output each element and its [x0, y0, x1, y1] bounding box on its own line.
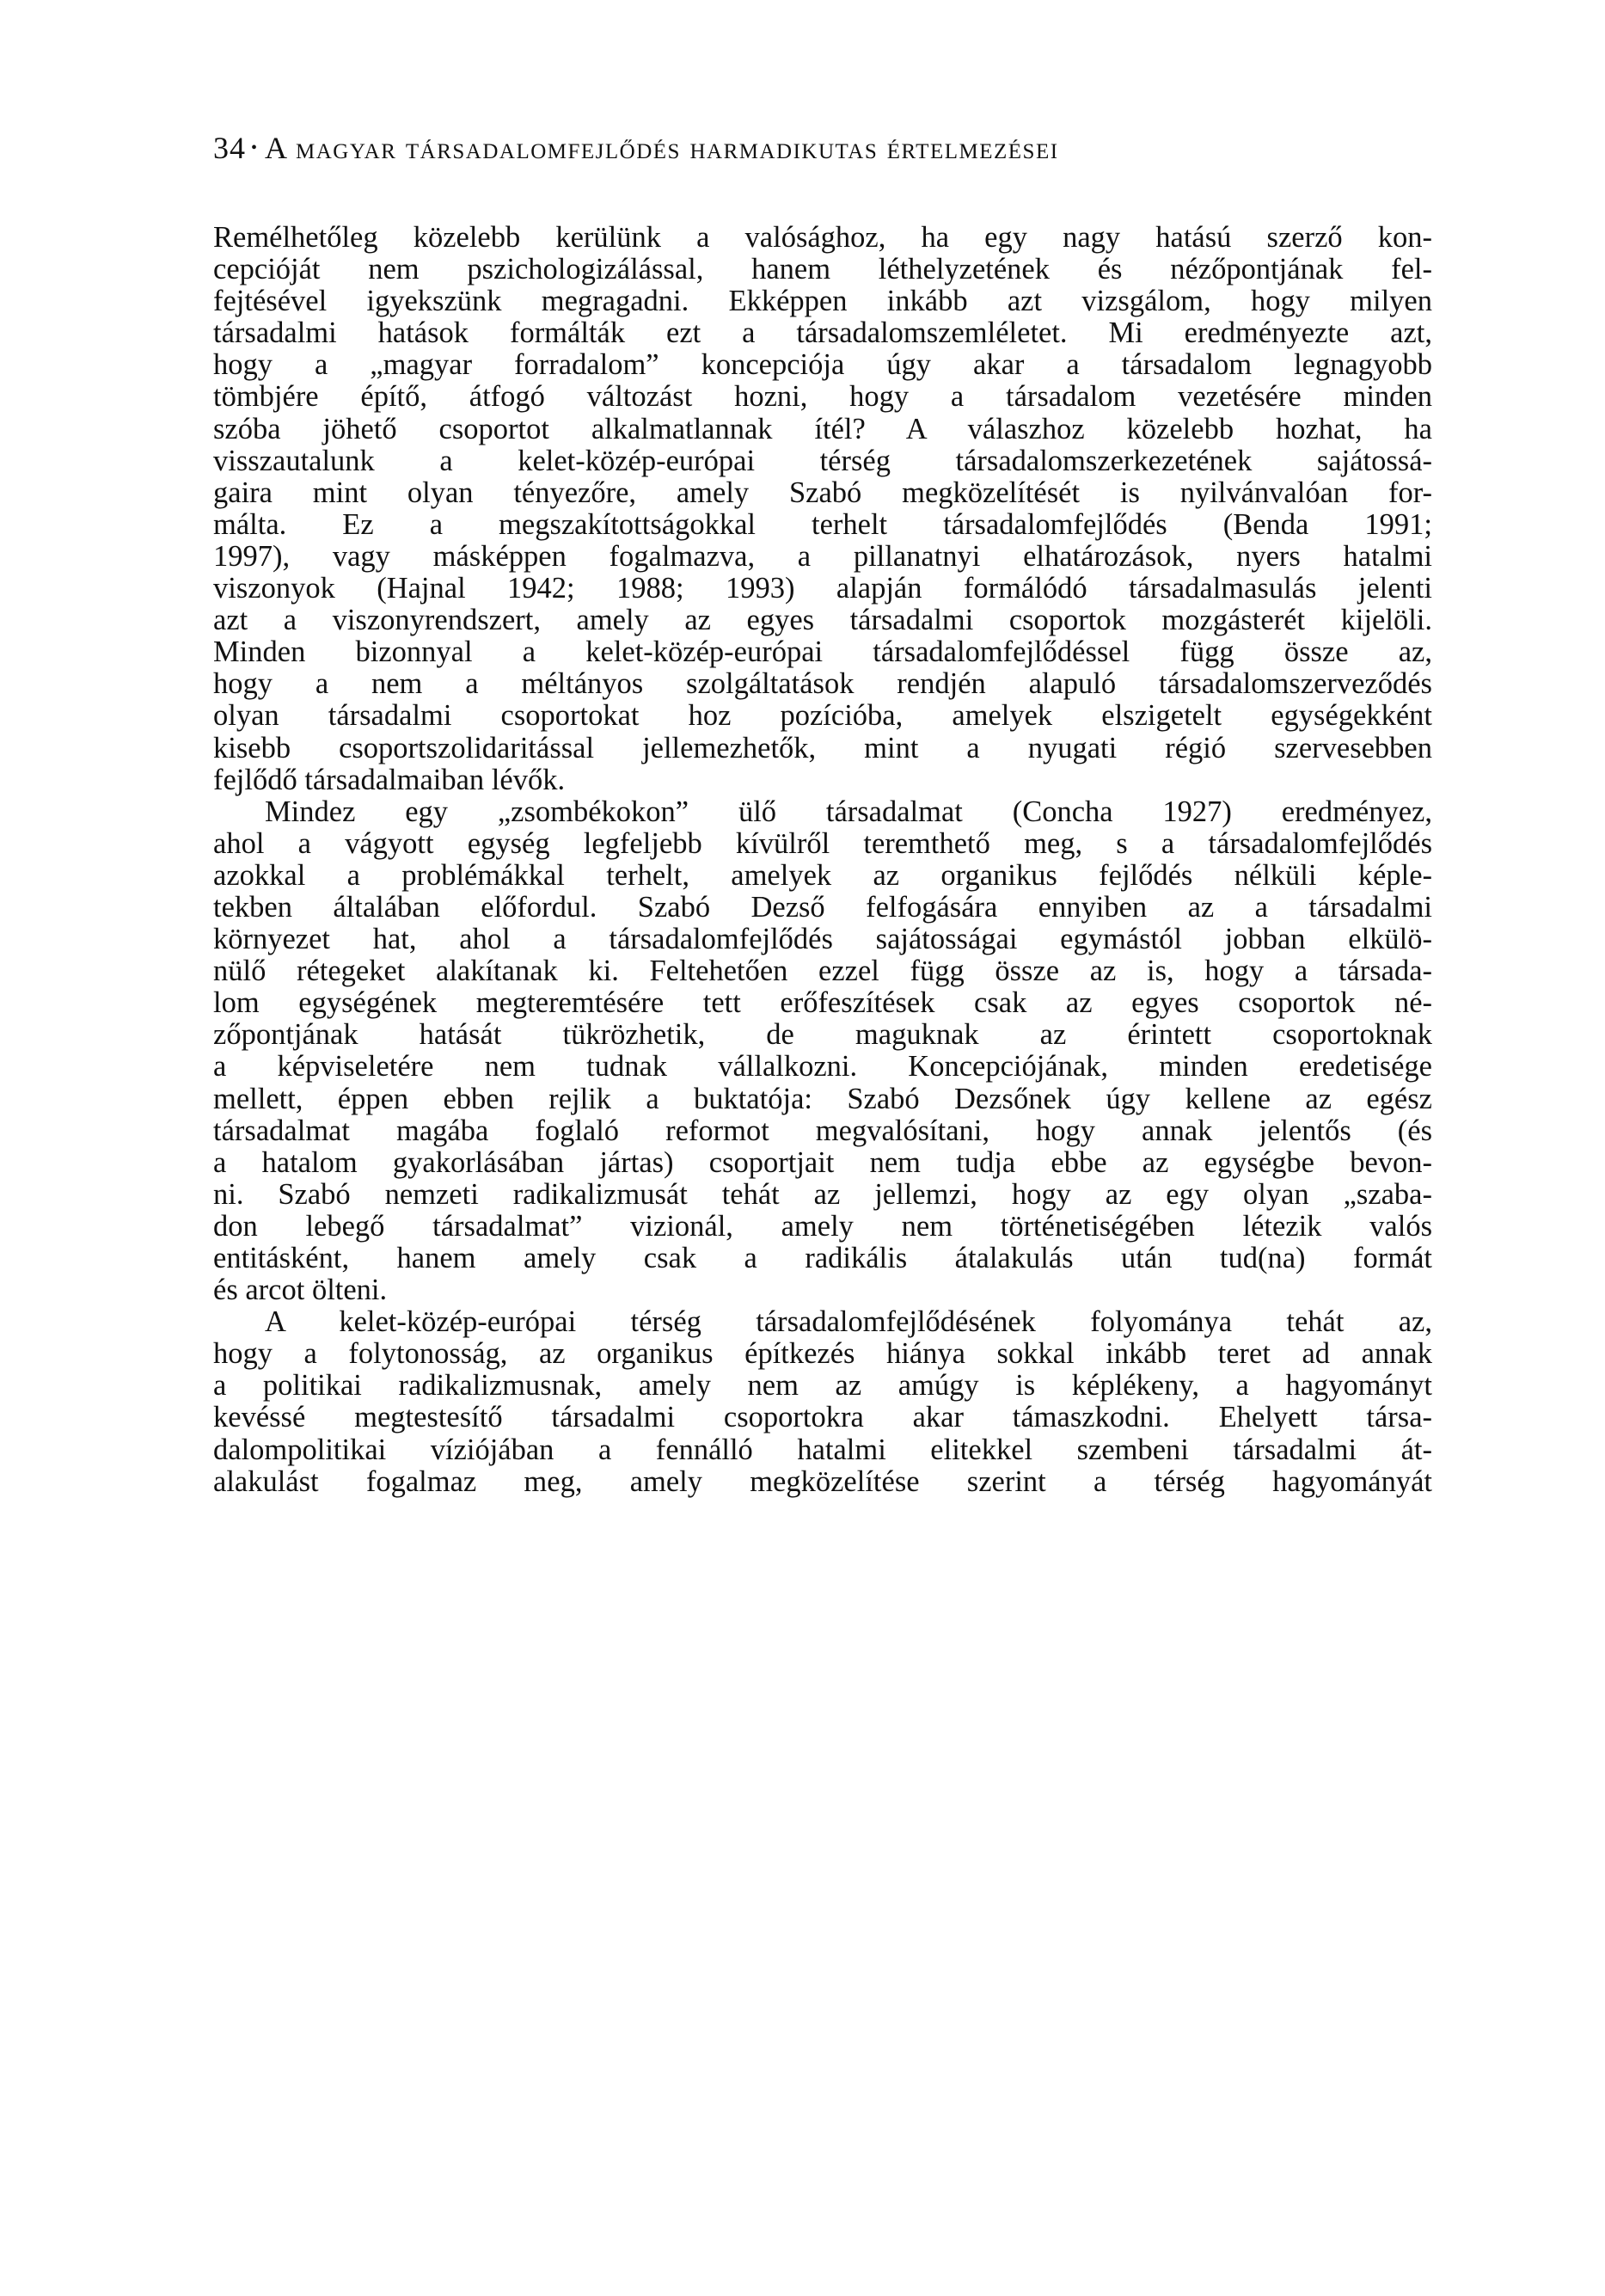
text-line: fejtésével igyekszünk megragadni. Ekképpen inkább azt vizsgálom, hogy milyen — [213, 285, 1432, 318]
text-line: lom egységének megteremtésére tett erőfeszítések csak az egyes csoportok né- — [213, 986, 1432, 1020]
text-line: környezet hat, ahol a társadalomfejlődés sajátosságai egymástól jobban elkülö- — [213, 923, 1432, 956]
text-line: nülő rétegeket alakítanak ki. Feltehetően ezzel függ össze az is, hogy a társada- — [213, 955, 1432, 988]
text-line: azokkal a problémákkal terhelt, amelyek az organikus fejlődés nélküli képle- — [213, 858, 1432, 892]
text-line: cepcióját nem pszichologizálással, hanem léthelyzetének és nézőpontjának fel- — [213, 253, 1432, 286]
text-line: Remélhetőleg közelebb kerülünk a valósághoz, ha egy nagy hatású szerző kon- — [213, 221, 1432, 254]
text-line: és arcot ölteni. — [213, 1274, 388, 1307]
text-line: kevéssé megtestesítő társadalmi csoportokra akar támaszkodni. Ehelyett társa- — [213, 1401, 1432, 1434]
text-line: tekben általában előfordul. Szabó Dezső felfogására ennyiben az a társadalmi — [213, 890, 1432, 924]
text-line: olyan társadalmi csoportokat hoz pozícióba, amelyek elszigetelt egységekként — [213, 699, 1432, 733]
text-line: Mindez egy „zsombékokon” ülő társadalmat (Concha 1927) eredményez, — [265, 795, 1432, 828]
text-line: fejlődő társadalmaiban lévők. — [213, 763, 566, 796]
text-line: gaira mint olyan tényezőre, amely Szabó megközelítését is nyilvánvalóan for- — [213, 476, 1432, 509]
text-line: kisebb csoportszolidaritással jellemezhetők, mint a nyugati régió szervesebben — [213, 731, 1432, 764]
text-line: A kelet-közép-európai térség társadalomfejlődésének folyománya tehát az, — [265, 1305, 1432, 1339]
text-line: társadalmi hatások formálták ezt a társadalomszemléletet. Mi eredményezte azt, — [213, 316, 1432, 350]
separator-bullet-icon: • — [251, 138, 259, 157]
text-line: a politikai radikalizmusnak, amely nem az amúgy is képlékeny, a hagyományt — [213, 1369, 1432, 1403]
text-line: hogy a folytonosság, az organikus építkezés hiánya sokkal inkább teret ad annak — [213, 1337, 1432, 1371]
text-line: dalompolitikai víziójában a fennálló hatalmi elitekkel szembeni társadalmi át- — [213, 1433, 1432, 1466]
chapter-title: A magyar társadalomfejlődés harmadikutas értelmezései — [265, 131, 1059, 165]
paragraph-2 — [213, 796, 1432, 1307]
paragraph-3 — [213, 1306, 1432, 1498]
text-line: Minden bizonnyal a kelet-közép-európai társadalomfejlődéssel függ össze az, — [213, 635, 1432, 669]
text-line: azt a viszonyrendszert, amely az egyes társadalmi csoportok mozgásterét kijelöli. — [213, 604, 1432, 637]
text-line: hogy a nem a méltányos szolgáltatások rendjén alapuló társadalomszerveződés — [213, 667, 1432, 701]
text-line: szóba jöhető csoportot alkalmatlannak ítél? A válaszhoz közelebb hozhat, ha — [213, 412, 1432, 445]
text-line: alakulást fogalmaz meg, amely megközelítése szerint a térség hagyományát — [213, 1464, 1432, 1498]
text-line: zőpontjának hatását tükrözhetik, de maguknak az érintett csoportoknak — [213, 1018, 1432, 1052]
text-line: hogy a „magyar forradalom” koncepciója úgy akar a társadalom legnagyobb — [213, 348, 1432, 382]
text-line: visszautalunk a kelet-közép-európai térség társadalomszerkezetének sajátossá- — [213, 444, 1432, 477]
text-line: málta. Ez a megszakítottságokkal terhelt társadalomfejlődés (Benda 1991; — [213, 507, 1432, 541]
text-line: ni. Szabó nemzeti radikalizmusát tehát az jellemzi, hogy az egy olyan „szaba- — [213, 1177, 1432, 1211]
page-number: 34 — [213, 131, 246, 165]
running-head — [213, 129, 1059, 167]
paragraph-1 — [213, 222, 1432, 796]
text-line: a hatalom gyakorlásában jártas) csoportjait nem tudja ebbe az egységbe bevon- — [213, 1145, 1432, 1179]
text-line: mellett, éppen ebben rejlik a buktatója: Szabó Dezsőnek úgy kellene az egész — [213, 1082, 1432, 1115]
text-line: viszonyok (Hajnal 1942; 1988; 1993) alapján formálódó társadalmasulás jelenti — [213, 572, 1432, 605]
text-line: don lebegő társadalmat” vizionál, amely nem történetiségében létezik valós — [213, 1209, 1432, 1243]
text-line: tömbjére építő, átfogó változást hozni, hogy a társadalom vezetésére minden — [213, 380, 1432, 414]
text-line: 1997), vagy másképpen fogalmazva, a pillanatnyi elhatározások, nyers hatalmi — [213, 539, 1432, 573]
text-line: ahol a vágyott egység legfeljebb kívülről teremthető meg, s a társadalomfejlődés — [213, 826, 1432, 860]
text-line: entitásként, hanem amely csak a radikális átalakulás után tud(na) formát — [213, 1242, 1432, 1274]
text-line: társadalmat magába foglaló reformot megvalósítani, hogy annak jelentős (és — [213, 1114, 1432, 1147]
text-line: a képviseletére nem tudnak vállalkozni. Koncepciójának, minden eredetisége — [213, 1050, 1432, 1084]
body-text — [213, 222, 1432, 1498]
